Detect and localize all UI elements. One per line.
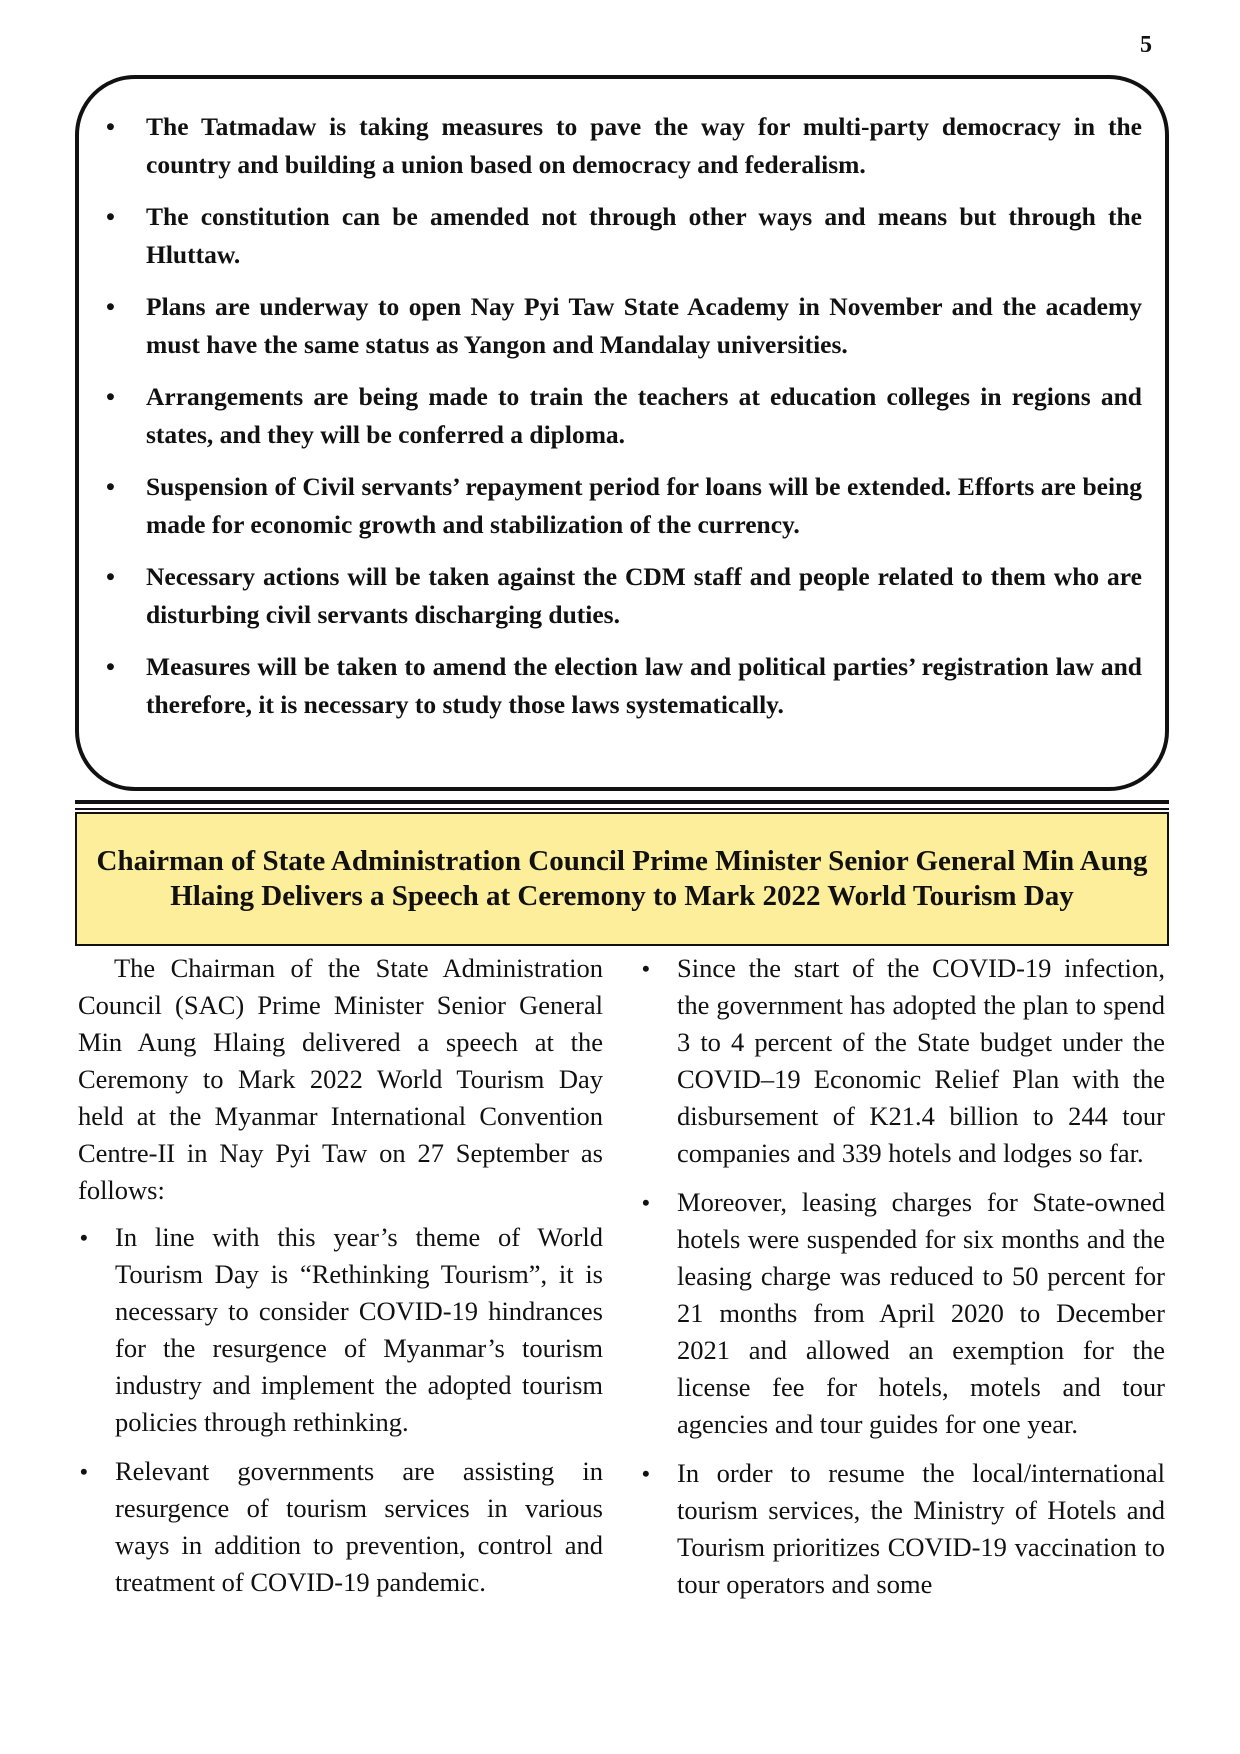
article-intro: The Chairman of the State Administration Council (SAC) Prime Minister Senior General Min Aung Hlaing delivered a speech at the Ceremony to Mark 2022 World Tourism Day held at the Myanmar International Convention Centre-II in Nay Pyi Taw on 27 September as follows: [78, 953, 603, 1205]
summary-point: • Necessary actions will be taken against the CDM staff and people related to them who are disturbing civil servants discharging duties. [100, 558, 1142, 634]
page-number: 5 [1140, 32, 1152, 58]
headline-box [75, 812, 1169, 946]
summary-point: • Suspension of Civil servants’ repayment period for loans will be extended. Efforts are being made for economic growth and stabilization of the currency. [100, 468, 1142, 544]
article-point: • Since the start of the COVID-19 infection, the government has adopted the plan to spend 3 to 4 percent of the State budget under the COVID–19 Economic Relief Plan with the disbursement of K21.4 billion to 244 tour companies and 339 hotels and lodges so far. [640, 950, 1165, 1172]
article-headline: Chairman of State Administration Council Prime Minister Senior General Min Aung Hlaing Delivers a Speech at Ceremony to Mark 2022 World Tourism Day [96, 845, 1148, 912]
article-point: • Relevant governments are assisting in resurgence of tourism services in various ways in addition to prevention, control and treatment of COVID-19 pandemic. [78, 1453, 603, 1601]
summary-point: • Plans are underway to open Nay Pyi Taw State Academy in November and the academy must have the same status as Yangon and Mandalay universities. [100, 288, 1142, 364]
summary-point: • Arrangements are being made to train the teachers at education colleges in regions and states, and they will be conferred a diploma. [100, 378, 1142, 454]
article-point: • In line with this year’s theme of World Tourism Day is “Rethinking Tourism”, it is necessary to consider COVID-19 hindrances for the resurgence of Myanmar’s tourism industry and implement the adopted tourism policies through rethinking. [78, 1219, 603, 1441]
article-point: • Moreover, leasing charges for State-owned hotels were suspended for six months and the leasing charge was reduced to 50 percent for 21 months from April 2020 to December 2021 and allowed an exemption for the license fee for hotels, motels and tour agencies and tour guides for one year. [640, 1184, 1165, 1443]
summary-point: • The constitution can be amended not through other ways and means but through the Hluttaw. [100, 198, 1142, 274]
article-point: • In order to resume the local/international tourism services, the Ministry of Hotels and Tourism prioritizes COVID-19 vaccination to tour operators and some [640, 1455, 1165, 1603]
section-divider-thin [75, 808, 1169, 810]
summary-list [100, 108, 1142, 738]
section-divider-thick [75, 800, 1169, 804]
left-bullet-list [78, 1219, 603, 1601]
summary-point: • Measures will be taken to amend the election law and political parties’ registration law and therefore, it is necessary to study those laws systematically. [100, 648, 1142, 724]
summary-point: • The Tatmadaw is taking measures to pave the way for multi-party democracy in the country and building a union based on democracy and federalism. [100, 108, 1142, 184]
article-column-right [640, 950, 1165, 1615]
right-bullet-list [640, 950, 1165, 1603]
article-column-left [78, 950, 603, 1613]
